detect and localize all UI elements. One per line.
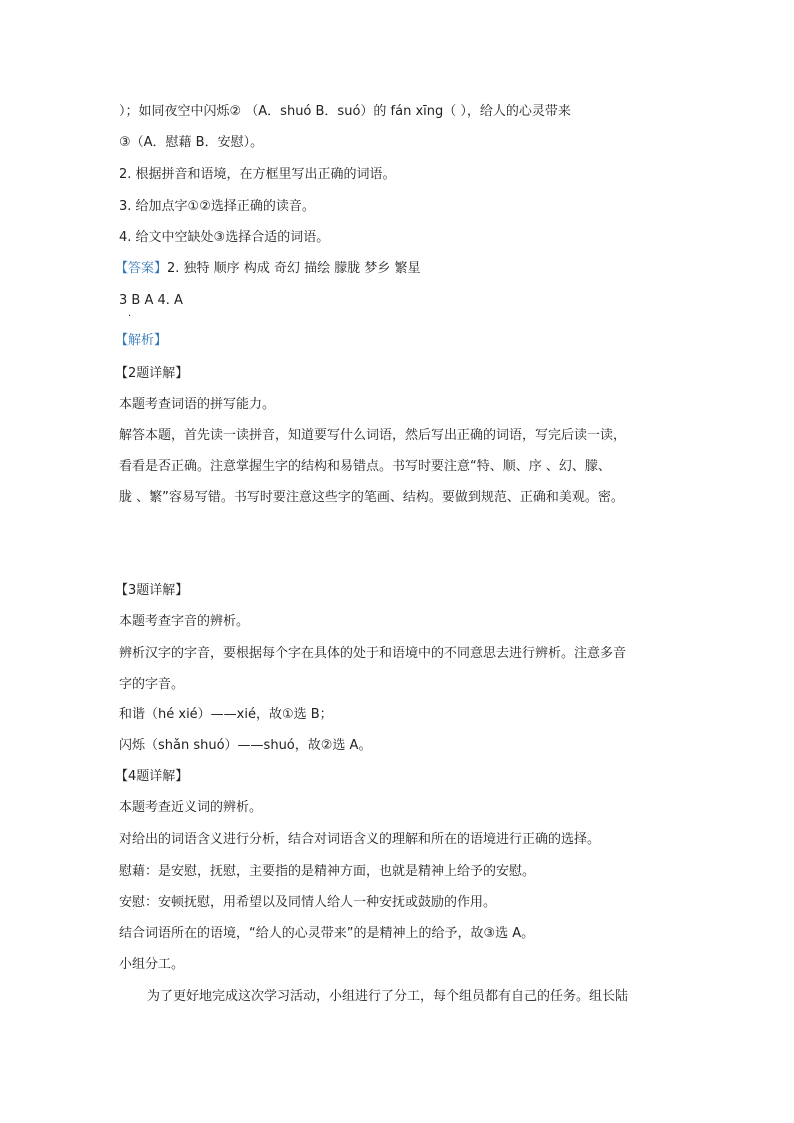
paragraph-line: 对给出的词语含义进行分析，结合对词语含义的理解和所在的语境进行正确的选择。 [119, 832, 601, 847]
paragraph-line: 结合词语所在的语境，“给人的心灵带来”的是精神上的给予，故③选 A。 [119, 926, 535, 941]
paragraph-line: 闪烁（shǎn shuó）——shuó，故②选 A。 [119, 738, 372, 753]
text-line: ）；如同夜空中闪烁② （A．shuó B．suó）的 fán xīng（ ），给人的心灵带来 [119, 104, 571, 119]
paragraph-line: 小组分工。 [119, 957, 185, 972]
paragraph-line: 本题考查近义词的辨析。 [119, 800, 263, 815]
paragraph-line: 本题考查词语的拼写能力。 [119, 397, 276, 412]
answer-line [115, 261, 420, 277]
section-heading-q2: 【2题详解】 [115, 366, 189, 381]
paragraph-line: 解答本题，首先读一读拼音，知道要写什么词语，然后写出正确的词语，写完后读一读， [119, 428, 627, 443]
answer-words: 2. 独特 顺序 构成 奇幻 描绘 朦胧 梦乡 繁星 [167, 261, 421, 276]
paragraph-line: 辨析汉字的字音，要根据每个字在具体的处于和语境中的不同意思去进行辨析。注意多音 [119, 646, 627, 661]
analysis-tag: 【解析】 [115, 333, 168, 348]
paragraph-line: 和谐（hé xié）——xié，故①选 B； [119, 707, 333, 722]
paragraph-line: 胧 、繁”容易写错。书写时要注意这些字的笔画、结构。要做到规范、正确和美观。密。 [119, 490, 624, 505]
section-heading-q4: 【4题详解】 [115, 769, 189, 784]
emphasis-dot: · [128, 311, 132, 322]
paragraph-line: 本题考查字音的辨析。 [119, 614, 250, 629]
paragraph-line: 慰藉：是安慰，抚慰，主要指的是精神方面，也就是精神上给予的安慰。 [119, 864, 536, 879]
paragraph-line: 安慰：安顿抚慰，用希望以及同情人给人一种安抚或鼓励的作用。 [119, 895, 497, 910]
answer-line-2: 3 B A 4. A [119, 293, 183, 308]
section-heading-q3: 【3题详解】 [115, 583, 189, 598]
text-line: ③（A．慰藉 B．安慰）。 [119, 135, 264, 150]
answer-tag: 【答案】 [115, 261, 168, 276]
paragraph-line: 看看是否正确。注意掌握生字的结构和易错点。书写时要注意“特、顺、序 、幻、朦、 [119, 459, 611, 474]
paragraph-line: 为了更好地完成这次学习活动，小组进行了分工，每个组员都有自己的任务。组长陆 [147, 989, 629, 1004]
question-3-instruction: 3. 给加点字①②选择正确的读音。 [119, 199, 315, 214]
question-4-instruction: 4. 给文中空缺处③选择合适的词语。 [119, 230, 330, 245]
question-2-instruction: 2. 根据拼音和语境，在方框里写出正确的词语。 [119, 167, 396, 182]
paragraph-line: 字的字音。 [119, 677, 185, 692]
